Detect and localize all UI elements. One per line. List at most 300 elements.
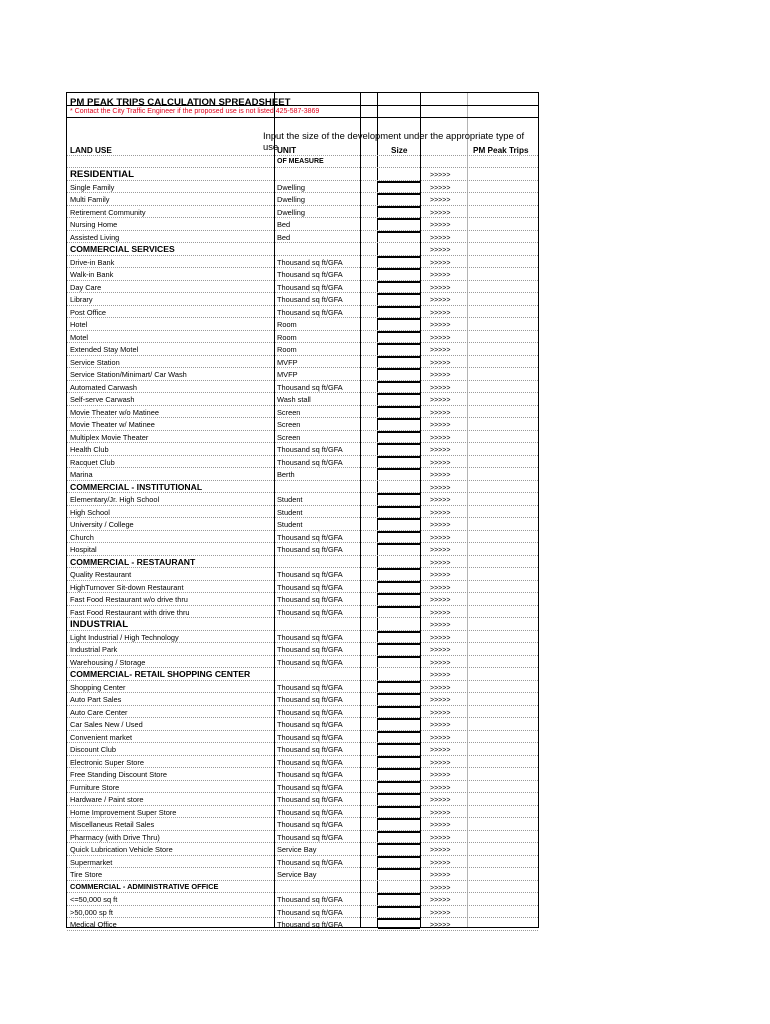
size-input[interactable]: [378, 518, 420, 529]
spreadsheet: [66, 92, 539, 928]
land-use-label: Retirement Community: [70, 207, 146, 217]
size-input[interactable]: [378, 743, 420, 754]
land-use-label: Industrial Park: [70, 645, 118, 654]
size-input[interactable]: [378, 693, 420, 704]
arrow-indicator: >>>>>: [430, 284, 451, 292]
arrow-indicator: >>>>>: [430, 809, 451, 817]
pm-peak-trips-cell: [469, 596, 537, 604]
arrow-indicator: >>>>>: [430, 222, 451, 229]
land-use-label: Racquet Club: [70, 457, 115, 467]
land-use-label: Convenient market: [70, 732, 133, 742]
size-input[interactable]: [378, 268, 420, 279]
pm-peak-trips-cell: [469, 409, 537, 417]
table-row: [67, 843, 538, 856]
arrow-indicator: >>>>>: [430, 622, 451, 629]
pm-peak-trips-cell: [469, 771, 537, 779]
pm-peak-trips-cell: [469, 234, 537, 242]
land-use-label: Fast Food Restaurant w/o drive thru: [70, 595, 188, 604]
table-row: [67, 631, 538, 644]
unit-of-measure: Bed: [277, 220, 291, 229]
pm-peak-trips-cell: [469, 259, 537, 267]
unit-of-measure: Service Bay: [277, 870, 317, 879]
pm-peak-trips-cell: [469, 584, 537, 592]
size-input[interactable]: [378, 281, 420, 292]
table-row: [67, 493, 538, 506]
size-input[interactable]: [378, 331, 420, 342]
table-row: [67, 456, 538, 469]
title-row: [67, 93, 538, 106]
arrow-indicator: >>>>>: [430, 472, 451, 479]
land-use-label: Self-serve Carwash: [70, 395, 135, 404]
arrow-indicator: >>>>>: [430, 597, 451, 604]
land-use-label: Movie Theater w/o Matinee: [70, 407, 160, 417]
land-use-label: Automated Carwash: [70, 382, 137, 392]
size-input[interactable]: [378, 831, 420, 842]
table-row: [67, 893, 538, 906]
sheet-title: PM PEAK TRIPS CALCULATION SPREADSHEET: [70, 97, 291, 108]
size-input[interactable]: [378, 631, 420, 642]
unit-of-measure: Thousand sq ft/GFA: [277, 445, 343, 454]
unit-of-measure: Thousand sq ft/GFA: [277, 720, 343, 729]
size-input[interactable]: [378, 918, 420, 929]
arrow-indicator: >>>>>: [430, 784, 451, 792]
size-input[interactable]: [378, 356, 420, 367]
section-row: [67, 481, 538, 494]
size-input[interactable]: [378, 706, 420, 717]
size-input[interactable]: [378, 193, 420, 204]
table-row: [67, 706, 538, 719]
arrow-indicator: >>>>>: [430, 322, 451, 329]
size-input[interactable]: [378, 293, 420, 304]
size-input[interactable]: [378, 868, 420, 879]
table-row: [67, 818, 538, 831]
section-heading: COMMERCIAL- RETAIL SHOPPING CENTER: [70, 669, 251, 679]
size-input[interactable]: [378, 818, 420, 829]
arrow-indicator: >>>>>: [430, 447, 451, 454]
arrow-indicator: >>>>>: [430, 747, 451, 754]
table-row: [67, 568, 538, 581]
arrow-indicator: >>>>>: [430, 297, 451, 304]
section-heading: COMMERCIAL SERVICES: [70, 244, 175, 254]
arrow-indicator: >>>>>: [430, 197, 451, 204]
unit-of-measure: Thousand sq ft/GFA: [277, 532, 343, 542]
land-use-label: Supermarket: [70, 857, 113, 867]
size-input[interactable]: [378, 806, 420, 817]
size-input[interactable]: [378, 181, 420, 192]
unit-of-measure: Thousand sq ft/GFA: [277, 282, 343, 292]
land-use-label: University / College: [70, 520, 134, 529]
land-use-label: Electronic Super Store: [70, 757, 144, 767]
arrow-indicator: >>>>>: [430, 247, 451, 254]
pm-peak-trips-cell: [469, 209, 537, 217]
arrow-indicator: >>>>>: [430, 272, 451, 279]
land-use-label: Light Industrial / High Technology: [70, 632, 179, 642]
unit-of-measure: Thousand sq ft/GFA: [277, 307, 343, 317]
arrow-indicator: >>>>>: [430, 572, 451, 579]
pm-peak-trips-cell: [469, 896, 537, 904]
section-row: [67, 168, 538, 181]
section-heading: COMMERCIAL - INSTITUTIONAL: [70, 481, 203, 492]
land-use-label: Multi Family: [70, 195, 110, 204]
section-heading: COMMERCIAL - RESTAURANT: [70, 556, 196, 567]
land-use-label: Warehousing / Storage: [70, 657, 146, 667]
arrow-indicator: >>>>>: [430, 259, 451, 267]
land-use-label: Service Station: [70, 357, 120, 367]
arrow-indicator: >>>>>: [430, 522, 451, 529]
land-use-label: Movie Theater w/ Matinee: [70, 420, 155, 429]
table-row: [67, 868, 538, 881]
land-use-label: Hospital: [70, 545, 97, 554]
pm-peak-trips-cell: [469, 284, 537, 292]
size-input[interactable]: [378, 343, 420, 354]
table-row: [67, 756, 538, 769]
pm-peak-trips-cell: [469, 384, 537, 392]
size-input[interactable]: [378, 681, 420, 692]
pm-peak-trips-cell: [469, 484, 537, 492]
instruction-text: Input the size of the development under the appropriate type of use: [263, 130, 525, 152]
arrow-indicator: >>>>>: [430, 309, 451, 317]
size-input[interactable]: [378, 793, 420, 804]
unit-of-measure: Room: [277, 332, 297, 342]
size-input[interactable]: [378, 718, 420, 729]
pm-peak-trips-cell: [469, 846, 537, 854]
pm-peak-trips-cell: [469, 434, 537, 442]
table-row: [67, 268, 538, 281]
table-row: [67, 581, 538, 594]
pm-peak-trips-cell: [469, 709, 537, 717]
table-row: [67, 543, 538, 556]
pm-peak-trips-cell: [469, 396, 537, 404]
table-row: [67, 918, 538, 931]
table-row: [67, 468, 538, 481]
arrow-indicator: >>>>>: [430, 372, 451, 379]
unit-of-measure: Service Bay: [277, 845, 317, 854]
land-use-label: Day Care: [70, 282, 102, 292]
pm-peak-trips-cell: [469, 871, 537, 879]
size-input[interactable]: [378, 531, 420, 542]
table-row: [67, 256, 538, 269]
land-use-label: Discount Club: [70, 745, 117, 754]
arrow-indicator: >>>>>: [430, 172, 451, 179]
land-use-label: Auto Care Center: [70, 707, 128, 717]
size-input[interactable]: [378, 206, 420, 217]
unit-of-measure: Student: [277, 520, 303, 529]
unit-of-measure: Thousand sq ft/GFA: [277, 682, 343, 692]
pm-peak-trips-cell: [469, 834, 537, 842]
unit-of-measure: Thousand sq ft/GFA: [277, 857, 343, 867]
header-row: [67, 144, 538, 156]
contact-note: * Contact the City Traffic Engineer if the proposed use is not listed 425-587-3869: [70, 108, 320, 115]
unit-of-measure: Thousand sq ft/GFA: [277, 707, 343, 717]
pm-peak-trips-cell: [469, 446, 537, 454]
unit-of-measure: Dwelling: [277, 207, 305, 217]
pm-peak-trips-cell: [469, 684, 537, 692]
size-input[interactable]: [378, 431, 420, 442]
land-use-label: Free Standing Discount Store: [70, 770, 167, 779]
unit-of-measure: Thousand sq ft/GFA: [277, 545, 343, 554]
unit-of-measure: Student: [277, 507, 303, 517]
land-use-label: <=50,000 sq ft: [70, 895, 118, 904]
land-use-label: Hotel: [70, 320, 88, 329]
section-row: [67, 668, 538, 681]
size-input[interactable]: [378, 306, 420, 317]
arrow-indicator: >>>>>: [430, 884, 451, 892]
table-row: [67, 443, 538, 456]
unit-of-measure: Dwelling: [277, 195, 305, 204]
unit-of-measure: Room: [277, 345, 297, 354]
table-row: [67, 656, 538, 669]
section-row: [67, 243, 538, 256]
arrow-indicator: >>>>>: [430, 709, 451, 717]
size-input[interactable]: [378, 368, 420, 379]
unit-of-measure: Thousand sq ft/GFA: [277, 270, 343, 279]
table-row: [67, 206, 538, 219]
table-row: [67, 693, 538, 706]
unit-of-measure: Room: [277, 320, 297, 329]
arrow-indicator: >>>>>: [430, 759, 451, 767]
table-row: [67, 393, 538, 406]
arrow-indicator: >>>>>: [430, 497, 451, 504]
pm-peak-trips-cell: [469, 696, 537, 704]
pm-peak-trips-cell: [469, 796, 537, 804]
pm-peak-trips-cell: [469, 759, 537, 767]
size-input[interactable]: [378, 318, 420, 329]
pm-peak-trips-cell: [469, 859, 537, 867]
size-input[interactable]: [378, 856, 420, 867]
pm-peak-trips-cell: [469, 746, 537, 754]
pm-peak-trips-cell: [469, 646, 537, 654]
table-row: [67, 381, 538, 394]
unit-of-measure: Thousand sq ft/GFA: [277, 257, 343, 267]
land-use-label: HighTurnover Sit-down Restaurant: [70, 582, 184, 592]
size-input[interactable]: [378, 418, 420, 429]
table-row: [67, 518, 538, 531]
arrow-indicator: >>>>>: [430, 347, 451, 354]
unit-of-measure: Thousand sq ft/GFA: [277, 795, 343, 804]
table-row: [67, 181, 538, 194]
unit-of-measure: Screen: [277, 420, 301, 429]
size-input[interactable]: [378, 893, 420, 904]
land-use-label: Miscellaneus Retail Sales: [70, 820, 155, 829]
table-row: [67, 806, 538, 819]
pm-peak-trips-cell: [469, 621, 537, 629]
arrow-indicator: >>>>>: [430, 859, 451, 867]
table-row: [67, 906, 538, 919]
table-row: [67, 593, 538, 606]
unit-of-measure: Thousand sq ft/GFA: [277, 382, 343, 392]
size-input[interactable]: [378, 493, 420, 504]
table-row: [67, 331, 538, 344]
size-input[interactable]: [378, 581, 420, 592]
arrow-indicator: >>>>>: [430, 559, 451, 567]
land-use-label: Multiplex Movie Theater: [70, 432, 149, 442]
land-use-label: Home Improvement Super Store: [70, 807, 177, 817]
land-use-label: Motel: [70, 332, 89, 342]
size-input[interactable]: [378, 381, 420, 392]
unit-of-measure: Thousand sq ft/GFA: [277, 832, 343, 842]
table-row: [67, 681, 538, 694]
size-input[interactable]: [378, 731, 420, 742]
land-use-label: Pharmacy (with Drive Thru): [70, 832, 160, 842]
pm-peak-trips-cell: [469, 334, 537, 342]
table-row: [67, 306, 538, 319]
size-input[interactable]: [378, 456, 420, 467]
size-input[interactable]: [378, 643, 420, 654]
unit-of-measure: Thousand sq ft/GFA: [277, 782, 343, 792]
size-input[interactable]: [378, 843, 420, 854]
arrow-indicator: >>>>>: [430, 922, 451, 929]
land-use-label: Assisted Living: [70, 232, 120, 242]
land-use-label: Medical Office: [70, 920, 117, 929]
unit-of-measure: Thousand sq ft/GFA: [277, 582, 343, 592]
size-input[interactable]: [378, 468, 420, 479]
unit-of-measure: Thousand sq ft/GFA: [277, 295, 343, 304]
pm-peak-trips-cell: [469, 496, 537, 504]
land-use-label: Car Sales New / Used: [70, 720, 143, 729]
section-heading: RESIDENTIAL: [70, 169, 134, 180]
table-row: [67, 643, 538, 656]
pm-peak-trips-cell: [469, 634, 537, 642]
pm-peak-trips-cell: [469, 471, 537, 479]
pm-peak-trips-cell: [469, 559, 537, 567]
arrow-indicator: >>>>>: [430, 722, 451, 729]
arrow-indicator: >>>>>: [430, 847, 451, 854]
unit-of-measure: MVFP: [277, 357, 298, 367]
pm-peak-trips-cell: [469, 296, 537, 304]
pm-peak-trips-cell: [469, 346, 537, 354]
size-input[interactable]: [378, 543, 420, 554]
arrow-indicator: >>>>>: [430, 184, 451, 192]
table-row: [67, 368, 538, 381]
pm-peak-trips-cell: [469, 571, 537, 579]
arrow-indicator: >>>>>: [430, 397, 451, 404]
table-row: [67, 406, 538, 419]
table-row: [67, 356, 538, 369]
section-row: [67, 556, 538, 569]
unit-of-measure: Thousand sq ft/GFA: [277, 907, 343, 917]
table-row: [67, 431, 538, 444]
arrow-indicator: >>>>>: [430, 659, 451, 667]
unit-of-measure: Thousand sq ft/GFA: [277, 807, 343, 817]
land-use-label: Service Station/Minimart/ Car Wash: [70, 370, 187, 379]
arrow-indicator: >>>>>: [430, 547, 451, 554]
land-use-label: Shopping Center: [70, 682, 126, 692]
arrow-indicator: >>>>>: [430, 897, 451, 904]
unit-of-measure: Berth: [277, 470, 295, 479]
size-input[interactable]: [378, 393, 420, 404]
section-heading: COMMERCIAL - ADMINISTRATIVE OFFICE: [70, 881, 219, 891]
unit-of-measure: Thousand sq ft/GFA: [277, 645, 343, 654]
size-input[interactable]: [378, 406, 420, 417]
size-input[interactable]: [378, 656, 420, 667]
unit-of-measure: Thousand sq ft/GFA: [277, 695, 343, 704]
table-row: [67, 768, 538, 781]
unit-of-measure: Thousand sq ft/GFA: [277, 657, 343, 667]
header-land-use: LAND USE: [70, 146, 112, 155]
arrow-indicator: >>>>>: [430, 434, 451, 442]
arrow-indicator: >>>>>: [430, 672, 451, 679]
land-use-label: Health Club: [70, 445, 109, 454]
size-input[interactable]: [378, 443, 420, 454]
land-use-label: Fast Food Restaurant with drive thru: [70, 607, 190, 617]
pm-peak-trips-cell: [469, 609, 537, 617]
unit-of-measure: Thousand sq ft/GFA: [277, 895, 343, 904]
pm-peak-trips-cell: [469, 921, 537, 929]
header-subrow: [67, 156, 538, 168]
table-row: [67, 781, 538, 794]
table-row: [67, 193, 538, 206]
pm-peak-trips-cell: [469, 784, 537, 792]
land-use-label: >50,000 sp ft: [70, 907, 113, 917]
table-row: [67, 831, 538, 844]
land-use-label: Walk-in Bank: [70, 270, 114, 279]
section-row: [67, 881, 538, 894]
arrow-indicator: >>>>>: [430, 634, 451, 642]
arrow-indicator: >>>>>: [430, 734, 451, 742]
unit-of-measure: Dwelling: [277, 182, 305, 192]
arrow-indicator: >>>>>: [430, 772, 451, 779]
land-use-label: Extended Stay Motel: [70, 345, 139, 354]
arrow-indicator: >>>>>: [430, 459, 451, 467]
pm-peak-trips-cell: [469, 521, 537, 529]
size-input[interactable]: [378, 256, 420, 267]
arrow-indicator: >>>>>: [430, 384, 451, 392]
table-row: [67, 293, 538, 306]
header-pm-peak-trips: PM Peak Trips: [473, 146, 529, 155]
arrow-indicator: >>>>>: [430, 834, 451, 842]
size-input[interactable]: [378, 506, 420, 517]
unit-of-measure: Screen: [277, 407, 301, 417]
size-input[interactable]: [378, 781, 420, 792]
pm-peak-trips-cell: [469, 171, 537, 179]
pm-peak-trips-cell: [469, 246, 537, 254]
pm-peak-trips-cell: [469, 821, 537, 829]
table-row: [67, 506, 538, 519]
size-input[interactable]: [378, 568, 420, 579]
arrow-indicator: >>>>>: [430, 872, 451, 879]
size-input[interactable]: [378, 756, 420, 767]
table-row: [67, 231, 538, 244]
unit-of-measure: MVFP: [277, 370, 298, 379]
table-row: [67, 743, 538, 756]
size-input[interactable]: [378, 768, 420, 779]
section-heading: INDUSTRIAL: [70, 619, 129, 630]
pm-peak-trips-cell: [469, 809, 537, 817]
arrow-indicator: >>>>>: [430, 584, 451, 592]
table-row: [67, 281, 538, 294]
unit-of-measure: Thousand sq ft/GFA: [277, 820, 343, 829]
unit-of-measure: Bed: [277, 232, 291, 242]
pm-peak-trips-cell: [469, 659, 537, 667]
table-row: [67, 606, 538, 619]
pm-peak-trips-cell: [469, 884, 537, 892]
land-use-label: High School: [70, 507, 110, 517]
size-input[interactable]: [378, 218, 420, 229]
arrow-indicator: >>>>>: [430, 797, 451, 804]
land-use-label: Drive-in Bank: [70, 257, 115, 267]
arrow-indicator: >>>>>: [430, 422, 451, 429]
arrow-indicator: >>>>>: [430, 509, 451, 517]
size-input[interactable]: [378, 593, 420, 604]
arrow-indicator: >>>>>: [430, 909, 451, 917]
pm-peak-trips-cell: [469, 721, 537, 729]
table-row: [67, 218, 538, 231]
pm-peak-trips-cell: [469, 359, 537, 367]
size-input[interactable]: [378, 606, 420, 617]
section-row: [67, 618, 538, 631]
size-input[interactable]: [378, 231, 420, 242]
size-input[interactable]: [378, 906, 420, 917]
